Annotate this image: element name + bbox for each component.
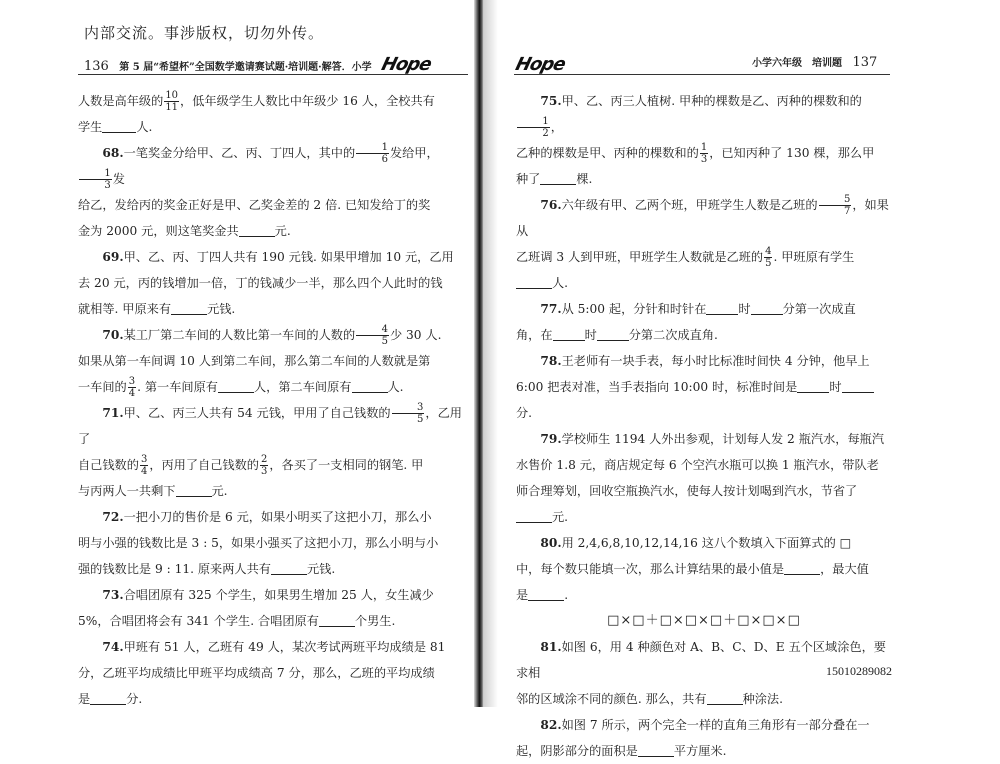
right-page-number: 137 [852, 55, 878, 70]
answer-blank[interactable] [751, 300, 783, 315]
spine-shadow [484, 0, 498, 707]
question-81: 81.如图 6，用 4 种颜色对 A、B、C、D、E 五个区域涂色，要求相 [516, 640, 886, 680]
question-69: 69.甲、乙、丙、丁四人共有 190 元钱. 如果甲增加 10 元，乙用 [102, 250, 454, 264]
answer-blank[interactable] [553, 326, 585, 341]
right-running-header-logo [513, 54, 568, 75]
answer-blank[interactable] [102, 118, 136, 133]
answer-blank[interactable] [540, 170, 576, 185]
answer-blank[interactable] [218, 378, 254, 393]
phone-number: 15010289082 [826, 664, 892, 678]
question-79: 79.学校师生 1194 人外出参观，计划每人发 2 瓶汽水，每瓶汽 [540, 432, 885, 446]
answer-blank[interactable] [516, 274, 552, 289]
answer-blank[interactable] [271, 560, 307, 575]
right-running-header [752, 54, 877, 70]
left-running-header [84, 54, 434, 75]
question-75: 75.甲、乙、丙三人植树. 甲种的棵数是乙、丙种的棵数和的 $\frac{1}{2}$ ， [516, 88, 892, 140]
question-82: 82.如图 7 所示，两个完全一样的直角三角形有一部分叠在一 [540, 718, 870, 732]
book-spine [474, 0, 484, 707]
hope-logo: Hope [379, 54, 434, 75]
left-header-rule [78, 74, 468, 75]
answer-blank[interactable] [319, 612, 355, 627]
left-header-title: 第 5 届“希望杯”全国数学邀请赛试题·培训题·解答．小学 [119, 62, 372, 73]
question-70: 70.某工厂第二车间的人数比第一车间的人数的 $\frac{4}{5}$ 少 30 人. [102, 324, 442, 347]
question-77: 77.从 5:00 起，分针和时针在 时 分第一次成直 [540, 302, 856, 316]
question-68: 68.一笔奖金分给甲、乙、丙、丁四人，其中的 $\frac{1}{6}$ 发给甲， $\frac{1}{3}$ 发 [78, 140, 470, 192]
answer-blank[interactable] [528, 586, 564, 601]
answer-blank[interactable] [707, 690, 743, 705]
question-80: 80.用 2,4,6,8,10,12,14,16 这八个数填入下面算式的 □ [540, 536, 852, 550]
answer-blank[interactable] [239, 222, 275, 237]
q67-continuation: 人数是高年级的 $\frac{10}{11}$ ，低年级学生人数比中年级少 16 人，全校共有 [78, 90, 435, 113]
question-74: 74.甲班有 51 人，乙班有 49 人，某次考试两班平均成绩是 81 [102, 640, 446, 654]
question-72: 72.一把小刀的售价是 6 元，如果小明买了这把小刀，那么小 [102, 510, 432, 524]
fraction: $\frac{10}{11}$ [165, 90, 179, 113]
left-page [0, 0, 470, 707]
answer-blank[interactable] [638, 742, 674, 757]
formula-q80: □×□＋□×□×□＋□×□×□ [607, 613, 801, 628]
left-questions: 人数是高年级的 $\frac{10}{11}$ ，低年级学生人数比中年级少 16 人，全校共有 学生 人. 68.一笔奖金分给甲、乙、丙、丁四人，其中的 $\frac{1}{6}$ 发给甲， $\frac{1}{3}$ 发 给乙，发给丙的奖金正好是甲、乙奖金差的 2 倍. 已知发给丁的奖 金为 2000 元，则这笔奖金共 元. 69.甲、乙、丙、丁四人共有 190 元钱. 如果甲增加 10 元，乙用 去 20 元，丙的钱增加一倍，丁的钱减少一半，那么四个人此时的钱 就相等. 甲原来有 元钱. 70.某工厂第二车间的人数比第一车间的人数的 $\frac{4}{5}$ 少 30 人. 如果从第一车间调 10 人到第二车间，那么第二车间的人数就是第 一车间的 $\frac{3}{4}$ . 第一车间原有 人，第二车间原有 人. 71.甲、乙、丙三人共有 54 元钱，甲用了自己钱数的 $\frac{3}{5}$ ，乙用了 自己钱数的 $\frac{3}{4}$ ，丙用了自己钱数的 $\frac{2}{3}$ ，各买了一支相同的钢笔. 甲 与丙两人一共剩下 元. 72.一把小刀的售价是 6 元，如果小明买了这把小刀，那么小 明与小强的钱数比是 3 : 5，如果小强买了这把小刀，那么小明与小 强的钱数比是 9 : 11. 原来两人共有 元钱. 73.合唱团原有 325 个学生，如果男生增加 25 人，女生减少 5%，合唱团将会有 341 个学生. 合唱团原有 个男生. 74.甲班有 51 人，乙班有 49 人，某次考试两班平均成绩是 81 分，乙班平均成绩比甲班平均成绩高 7 分，那么，乙班的平均成绩 是 分. [78, 88, 470, 712]
answer-blank[interactable] [797, 378, 829, 393]
right-page [500, 0, 1000, 758]
answer-blank[interactable] [171, 300, 207, 315]
copyright-notice: 内部交流。事涉版权，切勿外传。 [84, 24, 325, 42]
right-questions: 75.甲、乙、丙三人植树. 甲种的棵数是乙、丙种的棵数和的 $\frac{1}{2}$ ， 乙种的棵数是甲、丙种的棵数和的 $\frac{1}{3}$ ，已知丙种了 130 棵，那么甲 种了 棵. 76.六年级有甲、乙两个班，甲班学生人数是乙班的 $\frac{5}{7}$ ，如果从 乙班调 3 人到甲班，甲班学生人数就是乙班的 $\frac{4}{5}$ . 甲班原有学生 人. 77.从 5:00 起，分针和时针在 时 分第一次成直 角，在 时 分第二次成直角. 78.王老师有一块手表，每小时比标准时间快 4 分钟，他早上 6:00 把表对准，当手表指向 10:00 时，标准时间是 时 分. 79.学校师生 1194 人外出参观，计划每人发 2 瓶汽水，每瓶汽 水售价 1.8 元，商店规定每 6 个空汽水瓶可以换 1 瓶汽水，带队老 师合理筹划，回收空瓶换汽水，使每人按计划喝到汽水，节省了 元. 80.用 2,4,6,8,10,12,14,16 这八个数填入下面算式的 □ 中，每个数只能填一次，那么计算结果的最小值是 ，最大值 是 . □×□＋□×□×□＋□×□×□ 81.如图 6，用 4 种颜色对 A、B、C、D、E 五个区域涂色，要求相 邻的区域涂不同的颜色. 那么，共有 种涂法. 82.如图 7 所示，两个完全一样的直角三角形有一部分叠在一 起，阴影部分的面积是 平方厘米. [516, 88, 892, 764]
question-78: 78.王老师有一块手表，每小时比标准时间快 4 分钟，他早上 [540, 354, 870, 368]
left-page-number: 136 [84, 59, 109, 74]
hope-logo: Hope [513, 54, 568, 75]
answer-blank[interactable] [90, 690, 126, 705]
question-73: 73.合唱团原有 325 个学生，如果男生增加 25 人，女生减少 [102, 588, 434, 602]
question-71: 71.甲、乙、丙三人共有 54 元钱，甲用了自己钱数的 $\frac{3}{5}$ ，乙用了 [78, 402, 462, 446]
answer-blank[interactable] [784, 560, 820, 575]
answer-blank[interactable] [706, 300, 738, 315]
right-header-rule [514, 74, 890, 75]
right-header-title: 小学六年级 培训题 [752, 58, 842, 69]
answer-blank[interactable] [597, 326, 629, 341]
answer-blank[interactable] [842, 378, 874, 393]
answer-blank[interactable] [516, 508, 552, 523]
answer-blank[interactable] [176, 482, 212, 497]
question-76: 76.六年级有甲、乙两个班，甲班学生人数是乙班的 $\frac{5}{7}$ ，如果从 [516, 194, 889, 238]
answer-blank[interactable] [352, 378, 388, 393]
